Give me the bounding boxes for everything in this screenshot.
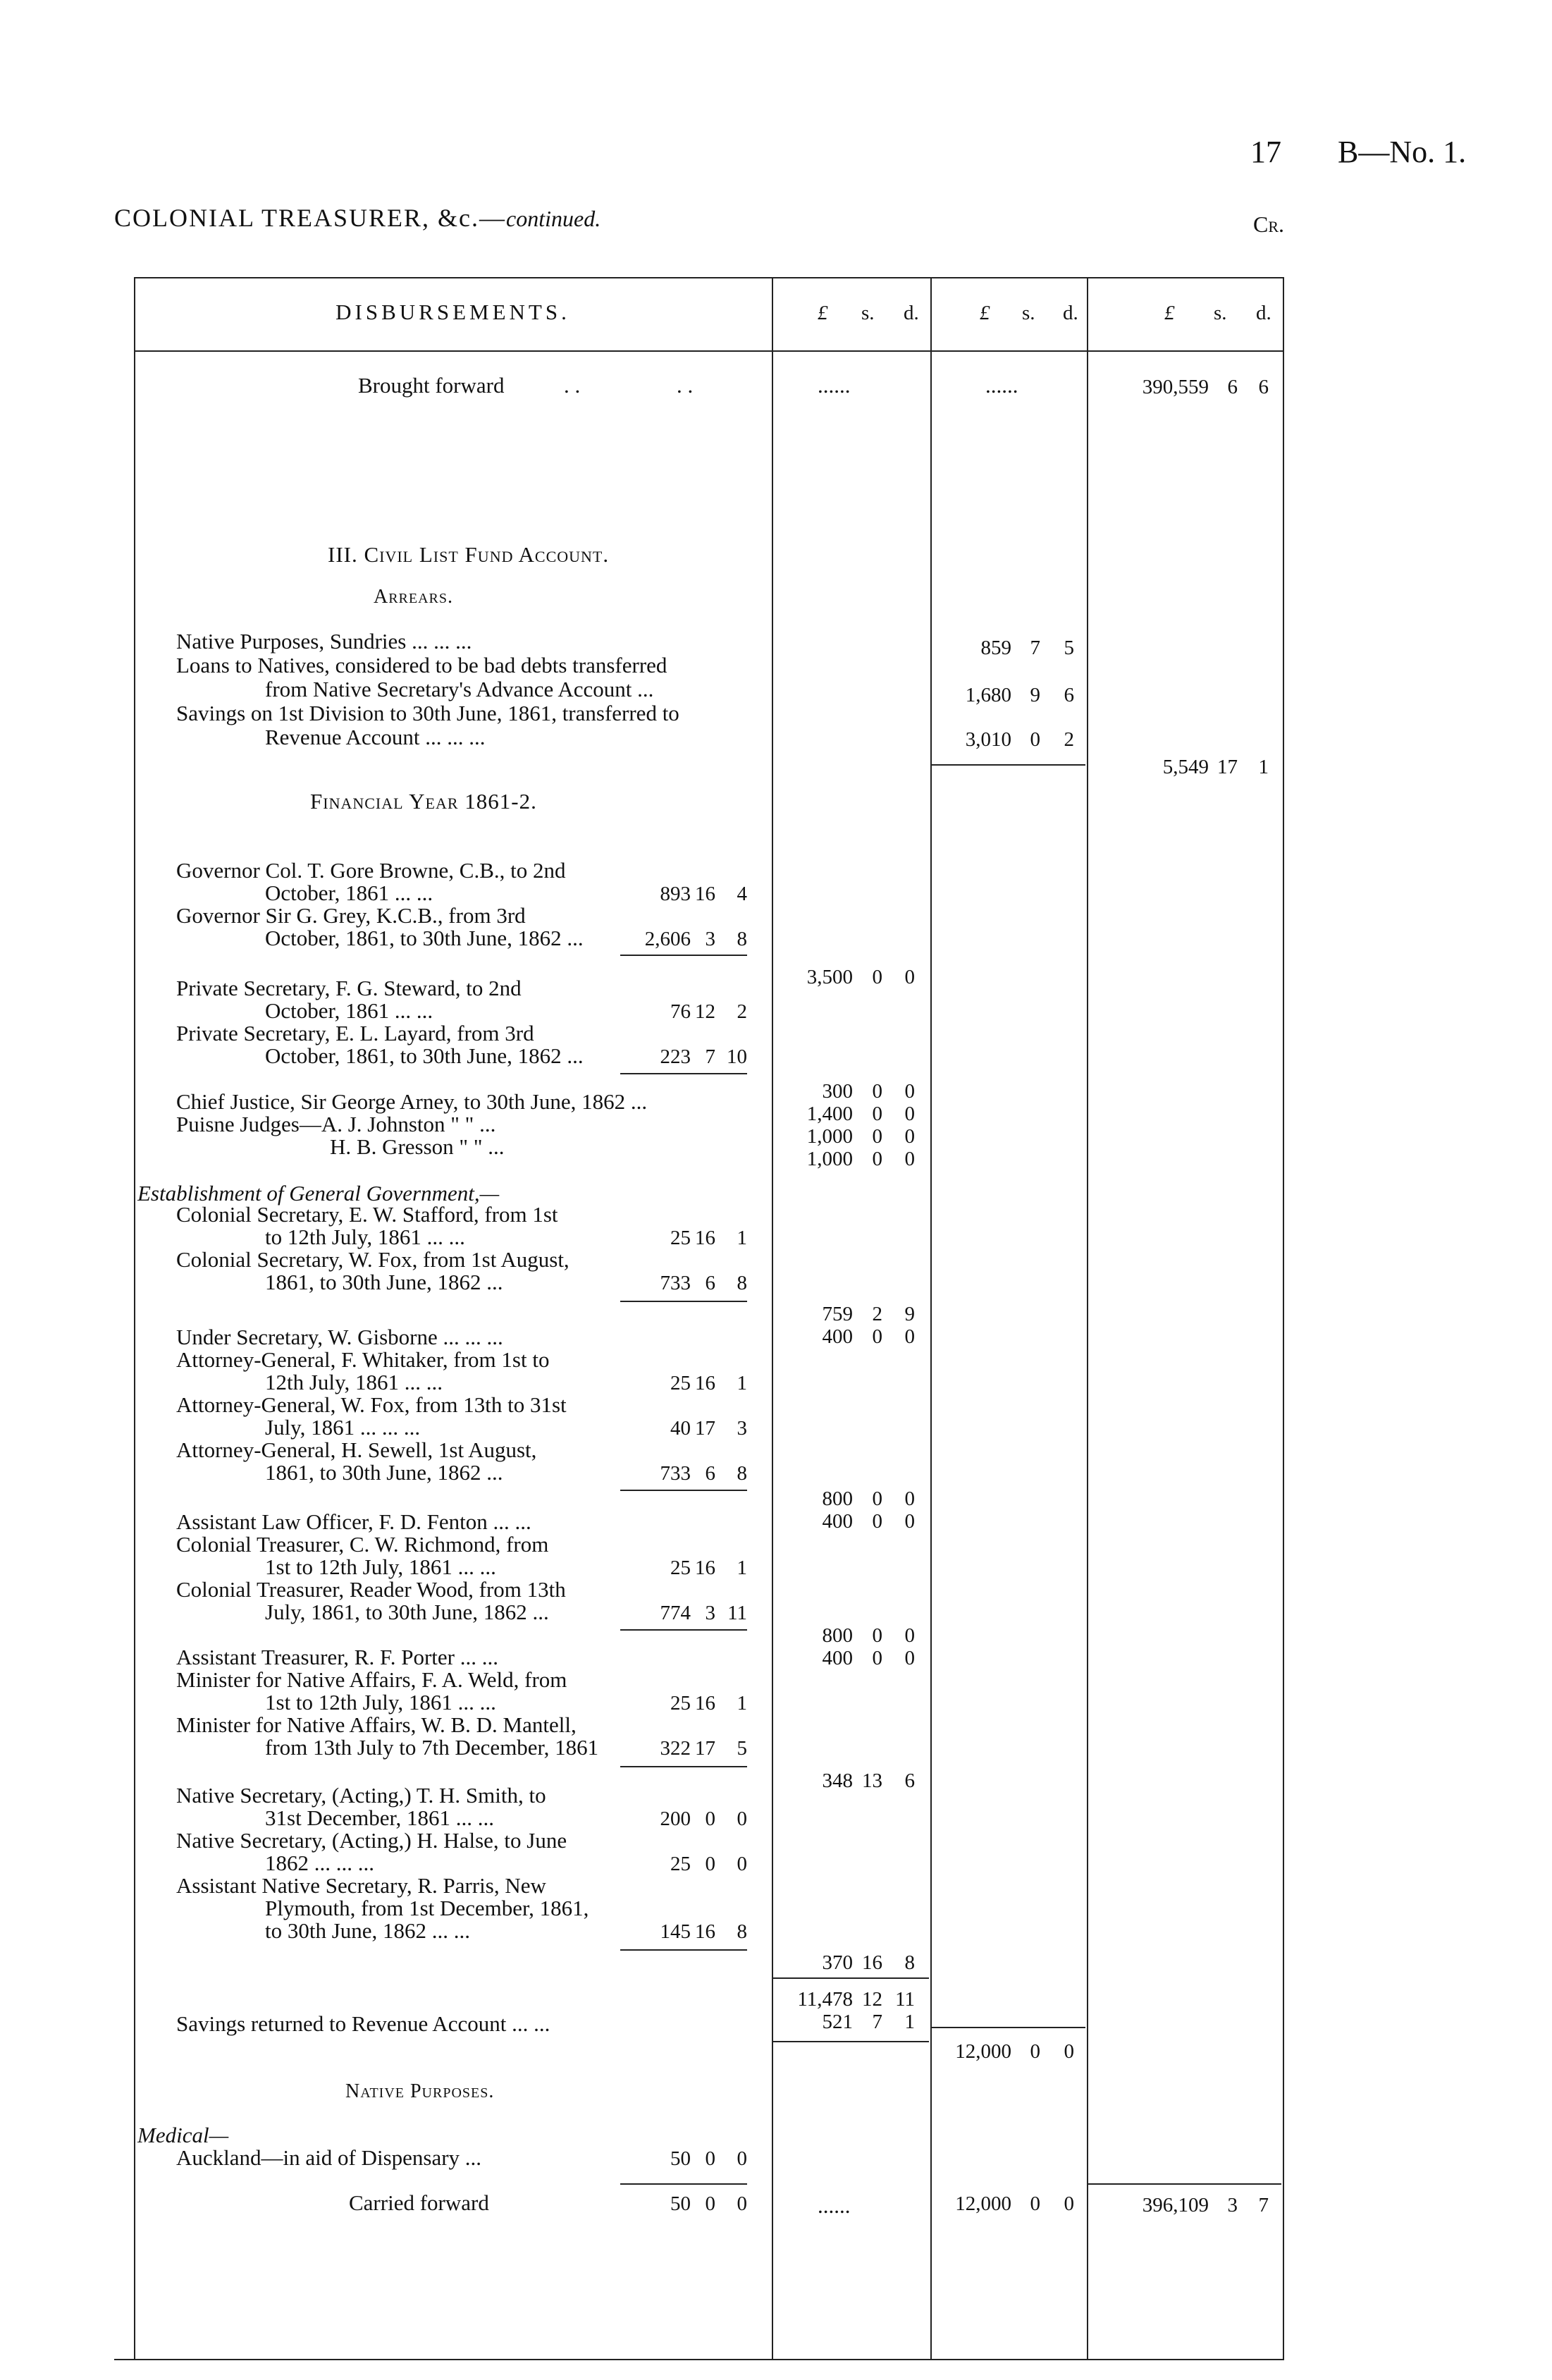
amount-pounds: 3,010 [965, 728, 1011, 751]
line: to 30th June, 1862 ... ... [265, 1918, 471, 1943]
col2-pounds: 12,000 [955, 2192, 1011, 2215]
line: Savings on 1st Division to 30th June, 1861, transferred to [176, 701, 679, 725]
inner-shillings: 16 [695, 1227, 715, 1249]
inner-rule [620, 1766, 747, 1767]
shillings-header: s. [1022, 302, 1035, 324]
col2-rule [932, 2027, 1085, 2028]
inner-rule [620, 2183, 747, 2185]
line: Native Secretary, (Acting,) H. Halse, to June [176, 1828, 567, 1853]
pounds-header: £ [1164, 302, 1175, 324]
native-purposes-heading: Native Purposes. [345, 2080, 495, 2102]
inner-pounds: 774 [660, 1602, 691, 1624]
inner-pence: 10 [727, 1045, 747, 1068]
line: from Native Secretary's Advance Account ... [265, 677, 654, 701]
line: Minister for Native Affairs, F. A. Weld, from [176, 1667, 567, 1692]
line: 1862 ... ... ... [265, 1851, 374, 1875]
inner-rule [620, 1073, 747, 1074]
brought-forward-shillings: 6 [1227, 376, 1238, 398]
col3-shillings: 3 [1227, 2194, 1238, 2216]
col1-pence: 0 [904, 1325, 915, 1348]
col1-shillings: 0 [872, 1647, 882, 1669]
line: Attorney-General, W. Fox, from 13th to 31st [176, 1392, 567, 1417]
line: July, 1861 ... ... ... [265, 1415, 421, 1440]
brought-forward-dots: . . [564, 373, 581, 398]
inner-shillings: 16 [695, 1372, 715, 1394]
total-pence: 1 [1258, 756, 1269, 778]
line: Establishment of General Government,— [137, 1181, 500, 1206]
running-title-italic: continued. [506, 206, 601, 231]
line: Under Secretary, W. Gisborne ... ... ... [176, 1325, 503, 1349]
col1-pounds: 800 [822, 1624, 853, 1647]
line: Loans to Natives, considered to be bad debts transferred [176, 653, 667, 677]
line: 1st to 12th July, 1861 ... ... [265, 1554, 496, 1579]
col1-shillings: 0 [872, 1510, 882, 1533]
line: Assistant Treasurer, R. F. Porter ... ... [176, 1645, 498, 1669]
line: Colonial Treasurer, C. W. Richmond, from [176, 1532, 549, 1557]
pence-header: d. [904, 302, 919, 324]
col1-shillings: 13 [862, 1769, 882, 1792]
col1-pence: 1 [904, 2011, 915, 2033]
col1-shillings: 0 [872, 1325, 882, 1348]
line: Colonial Secretary, W. Fox, from 1st August, [176, 1247, 569, 1272]
line: Revenue Account ... ... ... [265, 725, 486, 749]
inner-pounds: 733 [660, 1272, 691, 1294]
col1-pounds: 300 [822, 1080, 853, 1103]
inner-pence: 8 [737, 1462, 747, 1485]
brought-forward-col1: ...... [818, 373, 851, 398]
brought-forward-dots: . . [677, 373, 694, 398]
col1-pounds: 1,000 [806, 1125, 853, 1148]
inner-pounds: 25 [670, 1692, 691, 1715]
running-title-text: COLONIAL TREASURER, &c.— [114, 204, 506, 232]
inner-pence: 4 [737, 883, 747, 905]
inner-pence: 11 [727, 1602, 747, 1624]
inner-shillings: 17 [695, 1417, 715, 1440]
inner-rule [620, 1490, 747, 1491]
brought-forward-pence: 6 [1258, 376, 1269, 398]
arrears-heading: Arrears. [374, 586, 454, 608]
col1-shillings: 7 [872, 2011, 882, 2033]
col1-shillings: 0 [872, 966, 882, 988]
col1-pounds: 400 [822, 1325, 853, 1348]
inner-pounds: 50 [670, 2192, 691, 2215]
inner-rule [620, 1629, 747, 1631]
amount-pence: 6 [1064, 684, 1074, 706]
col1-shillings: 12 [862, 1988, 882, 2011]
auckland-line: Auckland—in aid of Dispensary ... [176, 2145, 482, 2170]
inner-pence: 5 [737, 1737, 747, 1760]
inner-pence: 0 [737, 1808, 747, 1830]
inner-pence: 8 [737, 1920, 747, 1943]
line: Private Secretary, F. G. Steward, to 2nd [176, 976, 522, 1000]
running-title [114, 203, 601, 233]
inner-shillings: 16 [695, 1557, 715, 1579]
savings-label: Savings returned to Revenue Account ... ... [176, 2011, 550, 2036]
medical-heading: Medical— [137, 2123, 229, 2147]
amount-pence: 5 [1064, 637, 1074, 659]
line: to 12th July, 1861 ... ... [265, 1225, 465, 1249]
inner-rule [620, 955, 747, 956]
col2-shillings: 0 [1030, 2040, 1040, 2063]
pounds-header: £ [980, 302, 990, 324]
line: Governor Sir G. Grey, K.C.B., from 3rd [176, 903, 526, 928]
col1-rule [773, 2041, 929, 2042]
col1-shillings: 2 [872, 1303, 882, 1325]
inner-pounds: 2,606 [644, 928, 691, 950]
inner-shillings: 12 [695, 1000, 715, 1023]
line: October, 1861, to 30th June, 1862 ... [265, 1043, 584, 1068]
inner-shillings: 0 [705, 1853, 715, 1875]
brought-forward-label: Brought forward [358, 373, 505, 398]
amount-shillings: 9 [1030, 684, 1040, 706]
inner-pence: 0 [737, 1853, 747, 1875]
col1-pounds: 400 [822, 1647, 853, 1669]
col1-pence: 11 [895, 1988, 915, 2011]
carried-forward-col1: ...... [818, 2193, 851, 2218]
inner-pence: 1 [737, 1692, 747, 1715]
col1-pence: 6 [904, 1769, 915, 1792]
section-title: III. Civil List Fund Account. [328, 542, 610, 567]
line: Private Secretary, E. L. Layard, from 3rd [176, 1021, 534, 1045]
inner-rule [620, 1949, 747, 1951]
inner-pounds: 733 [660, 1462, 691, 1485]
col1-shillings: 0 [872, 1103, 882, 1125]
total-shillings: 17 [1217, 756, 1238, 778]
line: Governor Col. T. Gore Browne, C.B., to 2nd [176, 858, 566, 883]
col3-pounds: 396,109 [1142, 2194, 1209, 2216]
line: 31st December, 1861 ... ... [265, 1805, 495, 1830]
line: Chief Justice, Sir George Arney, to 30th June, 1862 ... [176, 1089, 648, 1114]
col1-pounds: 1,400 [806, 1103, 853, 1125]
line: from 13th July to 7th December, 1861 [265, 1735, 599, 1760]
col1-pounds: 521 [822, 2011, 853, 2033]
col2-pence: 0 [1064, 2040, 1074, 2063]
col1-shillings: 0 [872, 1148, 882, 1170]
brought-forward-col2: ...... [985, 373, 1018, 398]
col1-pence: 8 [904, 1951, 915, 1974]
inner-shillings: 0 [705, 2192, 715, 2215]
col1-rule [773, 1977, 929, 1979]
line: Puisne Judges—A. J. Johnston " " ... [176, 1112, 496, 1136]
inner-shillings: 6 [705, 1272, 715, 1294]
inner-pounds: 200 [660, 1808, 691, 1830]
line: Minister for Native Affairs, W. B. D. Mantell, [176, 1712, 577, 1737]
inner-pounds: 322 [660, 1737, 691, 1760]
inner-pounds: 76 [670, 1000, 691, 1023]
total-pounds: 5,549 [1162, 756, 1209, 778]
inner-pounds: 25 [670, 1853, 691, 1875]
line: Attorney-General, F. Whitaker, from 1st to [176, 1347, 550, 1372]
amount-pounds: 859 [980, 637, 1011, 659]
col2-pounds: 12,000 [955, 2040, 1011, 2063]
line: Native Secretary, (Acting,) T. H. Smith, to [176, 1783, 546, 1808]
col1-pence: 0 [904, 966, 915, 988]
inner-pounds: 25 [670, 1227, 691, 1249]
col1-pounds: 1,000 [806, 1148, 853, 1170]
inner-pence: 2 [737, 1000, 747, 1023]
line: Assistant Law Officer, F. D. Fenton ... ... [176, 1509, 531, 1534]
col1-pence: 0 [904, 1647, 915, 1669]
line: Native Purposes, Sundries ... ... ... [176, 629, 472, 654]
inner-shillings: 6 [705, 1462, 715, 1485]
col1-shillings: 0 [872, 1624, 882, 1647]
inner-pounds: 50 [670, 2147, 691, 2170]
col1-pounds: 400 [822, 1510, 853, 1533]
col2-shillings: 0 [1030, 2192, 1040, 2215]
line: 1861, to 30th June, 1862 ... [265, 1270, 503, 1294]
col1-pence: 0 [904, 1510, 915, 1533]
inner-shillings: 7 [705, 1045, 715, 1068]
col1-pence: 0 [904, 1148, 915, 1170]
col1-pounds: 11,478 [797, 1988, 853, 2011]
col1-pounds: 348 [822, 1769, 853, 1792]
shillings-header: s. [861, 302, 875, 324]
line: October, 1861 ... ... [265, 881, 433, 905]
col1-pence: 0 [904, 1624, 915, 1647]
inner-shillings: 3 [705, 928, 715, 950]
inner-shillings: 16 [695, 1920, 715, 1943]
inner-rule [620, 1301, 747, 1302]
line: Assistant Native Secretary, R. Parris, New [176, 1873, 546, 1898]
inner-pounds: 25 [670, 1557, 691, 1579]
line: October, 1861 ... ... [265, 998, 433, 1023]
page-number: 17 [1250, 135, 1281, 169]
col1-pounds: 759 [822, 1303, 853, 1325]
shillings-header: s. [1214, 302, 1227, 324]
inner-shillings: 16 [695, 883, 715, 905]
col1-shillings: 16 [862, 1951, 882, 1974]
line: H. B. Gresson " " ... [330, 1134, 505, 1159]
line: October, 1861, to 30th June, 1862 ... [265, 926, 584, 950]
credit-side-label: Cr. [1253, 211, 1285, 237]
inner-pence: 1 [737, 1227, 747, 1249]
inner-pounds: 25 [670, 1372, 691, 1394]
amount-pence: 2 [1064, 728, 1074, 751]
brought-forward-pounds: 390,559 [1142, 376, 1209, 398]
inner-pence: 0 [737, 2147, 747, 2170]
col1-pence: 0 [904, 1125, 915, 1148]
document-reference: B—No. 1. [1338, 135, 1467, 169]
col1-pence: 0 [904, 1488, 915, 1510]
col1-pounds: 3,500 [806, 966, 853, 988]
pounds-header: £ [818, 302, 828, 324]
col3-rule [1088, 2183, 1281, 2185]
col1-pounds: 800 [822, 1488, 853, 1510]
inner-pounds: 223 [660, 1045, 691, 1068]
line: Attorney-General, H. Sewell, 1st August, [176, 1437, 537, 1462]
line: 12th July, 1861 ... ... [265, 1370, 443, 1394]
line: 1861, to 30th June, 1862 ... [265, 1460, 503, 1485]
inner-pence: 1 [737, 1557, 747, 1579]
col1-pounds: 370 [822, 1951, 853, 1974]
line: 1st to 12th July, 1861 ... ... [265, 1690, 496, 1715]
amount-shillings: 0 [1030, 728, 1040, 751]
inner-pence: 1 [737, 1372, 747, 1394]
inner-pence: 8 [737, 1272, 747, 1294]
inner-pence: 0 [737, 2192, 747, 2215]
inner-shillings: 0 [705, 1808, 715, 1830]
inner-pounds: 40 [670, 1417, 691, 1440]
col1-pence: 9 [904, 1303, 915, 1325]
col2-pence: 0 [1064, 2192, 1074, 2215]
inner-pence: 3 [737, 1417, 747, 1440]
inner-shillings: 16 [695, 1692, 715, 1715]
inner-pounds: 145 [660, 1920, 691, 1943]
col1-shillings: 0 [872, 1125, 882, 1148]
col1-shillings: 0 [872, 1488, 882, 1510]
amount-pounds: 1,680 [965, 684, 1011, 706]
col1-pence: 0 [904, 1080, 915, 1103]
col3-pence: 7 [1258, 2194, 1269, 2216]
line: Colonial Treasurer, Reader Wood, from 13th [176, 1577, 566, 1602]
carried-forward-label: Carried forward [349, 2190, 489, 2215]
inner-pence: 8 [737, 928, 747, 950]
pence-header: d. [1256, 302, 1271, 324]
inner-pounds: 893 [660, 883, 691, 905]
line: Colonial Secretary, E. W. Stafford, from 1st [176, 1202, 558, 1227]
arrears-rule [932, 764, 1085, 766]
col1-shillings: 0 [872, 1080, 882, 1103]
inner-shillings: 17 [695, 1737, 715, 1760]
line: Plymouth, from 1st December, 1861, [265, 1896, 589, 1920]
column-header-disbursements: DISBURSEMENTS. [335, 300, 570, 324]
inner-shillings: 0 [705, 2147, 715, 2170]
financial-year-heading: Financial Year 1861-2. [310, 789, 537, 814]
col1-pence: 0 [904, 1103, 915, 1125]
inner-shillings: 3 [705, 1602, 715, 1624]
pence-header: d. [1063, 302, 1078, 324]
amount-shillings: 7 [1030, 637, 1040, 659]
line: July, 1861, to 30th June, 1862 ... [265, 1600, 549, 1624]
